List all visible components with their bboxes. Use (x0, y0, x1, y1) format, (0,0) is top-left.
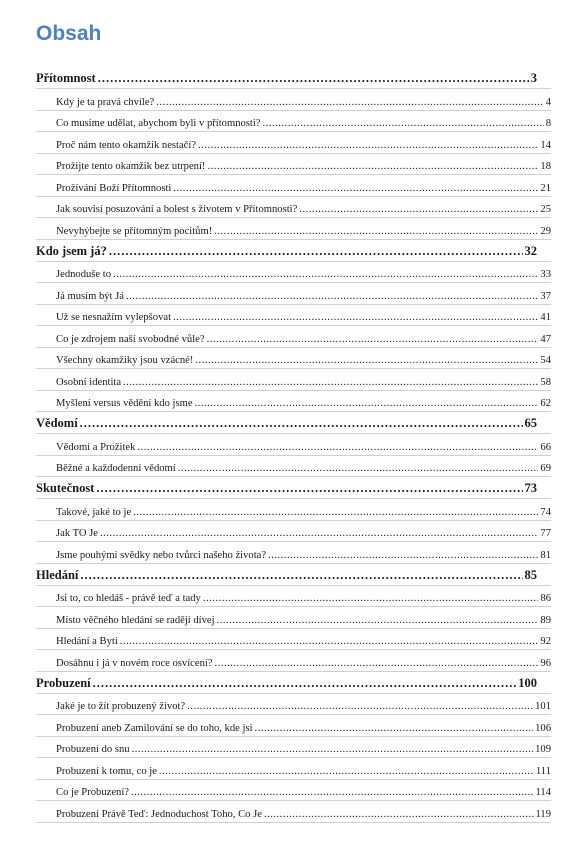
toc-entry-title: Osobní identita (56, 376, 122, 388)
toc-entry-title: Dosáhnu i já v novém roce osvícení? (56, 657, 213, 669)
dot-leader (207, 161, 538, 174)
toc-entry[interactable] (36, 758, 551, 780)
toc-entry[interactable] (36, 348, 551, 370)
toc-entry-title: Běžné a každodenní vědomí (56, 463, 176, 474)
dot-leader (100, 528, 538, 541)
toc-entry[interactable] (36, 715, 551, 737)
dot-leader (156, 97, 543, 110)
toc-entry-title: Místo věčného hledání se raději dívej (56, 614, 215, 626)
toc-entry-page-number: 101 (535, 701, 551, 712)
toc-entry-title: Nevyhýbejte se přítomným pocitům! (56, 225, 213, 237)
toc-entry-page-number: 86 (540, 593, 551, 604)
toc-entry-page-number: 25 (540, 204, 551, 215)
toc-entry-page-number: 33 (540, 269, 551, 280)
toc-entry-title: Jsme pouhými svědky nebo tvůrci našeho života? (56, 549, 267, 561)
dot-leader (207, 334, 539, 347)
dot-leader (133, 507, 538, 520)
toc-entry-page-number: 41 (540, 312, 551, 323)
toc-entry-title: Co je Probuzení? (56, 787, 129, 798)
toc-entry-title: Prožívání Boží Přítomnosti (56, 182, 172, 194)
dot-leader (159, 766, 534, 779)
dot-leader (113, 269, 538, 282)
toc-entry[interactable] (36, 780, 551, 802)
toc-entry-page-number: 8 (545, 118, 551, 129)
toc-entry-title: Co je zdrojem naší svobodné vůle? (56, 333, 205, 345)
toc-entry-title: Jaké je to žít probuzený život? (56, 701, 186, 712)
toc-entry-page-number: 21 (540, 182, 551, 194)
dot-leader (268, 550, 538, 563)
toc-entry-title: Všechny okamžiky jsou vzácné! (56, 355, 194, 366)
dot-leader (178, 463, 539, 476)
toc-entry-page-number: 4 (545, 96, 551, 108)
toc-entry-page-number: 106 (535, 722, 551, 734)
dot-leader (203, 593, 539, 606)
toc-entry-page-number: 109 (535, 744, 551, 755)
toc-entry-page-number: 66 (540, 441, 551, 453)
toc-chapter[interactable] (36, 477, 551, 499)
toc-chapter-title: Kdo jsem já? (36, 243, 107, 258)
toc-entry[interactable] (36, 801, 551, 823)
toc-entry-page-number: 92 (540, 636, 551, 647)
toc-chapter-page-number: 65 (524, 416, 537, 430)
toc-entry[interactable] (36, 305, 551, 327)
toc-chapter-page-number: 73 (524, 481, 537, 495)
toc-entry[interactable] (36, 391, 551, 413)
dot-leader (187, 701, 533, 714)
toc-entry-title: Jak TO Je (56, 528, 98, 539)
dot-leader (217, 615, 539, 628)
toc-entry-title: Prožijte tento okamžik bez utrpení! (56, 161, 206, 172)
dot-leader (132, 744, 534, 757)
toc-entry-page-number: 69 (540, 463, 551, 474)
toc-entry-page-number: 89 (540, 614, 551, 626)
toc-entry-page-number: 37 (540, 290, 551, 302)
dot-leader (214, 226, 538, 239)
dot-leader (198, 140, 538, 153)
toc-chapter-page-number: 3 (530, 71, 537, 85)
toc-entry[interactable] (36, 586, 551, 608)
dot-leader (120, 636, 539, 649)
toc-chapter[interactable] (36, 240, 551, 262)
toc-entry-title: Jak souvisí posuzování a bolest s životem v Přítomnosti? (56, 204, 298, 215)
toc-entry-page-number: 29 (540, 225, 551, 237)
dot-leader (126, 291, 538, 304)
toc-entry[interactable] (36, 499, 551, 521)
toc-chapter-title: Hledání (36, 567, 79, 582)
toc-chapter[interactable] (36, 672, 551, 694)
dot-leader (255, 723, 534, 736)
table-of-contents (36, 67, 551, 823)
toc-entry[interactable] (36, 607, 551, 629)
dot-leader (96, 481, 522, 498)
toc-entry[interactable] (36, 132, 551, 154)
toc-entry[interactable] (36, 369, 551, 391)
toc-entry[interactable] (36, 456, 551, 478)
toc-entry[interactable] (36, 111, 551, 133)
toc-entry-title: Probuzení aneb Zamilování se do toho, kde jsi (56, 722, 253, 734)
toc-chapter-page-number: 100 (518, 675, 537, 690)
toc-entry-title: Co musíme udělat, abychom byli v přítomnosti? (56, 118, 261, 129)
toc-entry[interactable] (36, 737, 551, 759)
toc-entry[interactable] (36, 629, 551, 651)
toc-entry-page-number: 114 (535, 787, 551, 798)
toc-entry[interactable] (36, 218, 551, 240)
page-title: Obsah (36, 22, 102, 45)
dot-leader (93, 676, 517, 693)
toc-chapter-title: Skutečnost (36, 481, 95, 495)
dot-leader (215, 658, 539, 671)
dot-leader (109, 244, 523, 261)
toc-entry-title: Já musím být Já (56, 290, 124, 302)
toc-entry[interactable] (36, 542, 551, 564)
toc-entry-title: Jsi to, co hledáš - právě teď a tady (56, 593, 201, 604)
dot-leader (195, 355, 538, 368)
toc-entry-title: Takové, jaké to je (56, 506, 132, 518)
dot-leader (123, 377, 538, 390)
toc-entry[interactable] (36, 434, 551, 456)
toc-entry-title: Probuzení do snu (56, 744, 130, 755)
toc-chapter-title: Přítomnost (36, 71, 96, 85)
toc-entry-page-number: 14 (540, 139, 551, 151)
dot-leader (195, 398, 539, 411)
toc-entry-page-number: 111 (535, 765, 551, 777)
toc-entry-page-number: 18 (540, 161, 551, 172)
toc-entry[interactable] (36, 89, 551, 111)
dot-leader (263, 118, 544, 131)
toc-chapter-title: Vědomí (36, 416, 78, 430)
toc-entry-page-number: 58 (540, 376, 551, 388)
toc-entry-page-number: 96 (540, 657, 551, 669)
dot-leader (264, 809, 534, 822)
toc-chapter[interactable] (36, 412, 551, 434)
toc-entry[interactable] (36, 326, 551, 348)
toc-entry-page-number: 74 (540, 506, 551, 518)
toc-entry-title: Myšlení versus vědění kdo jsme (56, 398, 193, 409)
toc-entry-title: Vědomí a Prožitek (56, 441, 136, 453)
toc-entry[interactable] (36, 694, 551, 716)
toc-entry[interactable] (36, 175, 551, 197)
toc-entry-page-number: 47 (540, 333, 551, 345)
toc-chapter-page-number: 85 (524, 567, 537, 582)
toc-chapter[interactable] (36, 67, 551, 89)
toc-entry-title: Kdy je ta pravá chvíle? (56, 96, 155, 108)
toc-entry-title: Už se nesnažím vylepšovat (56, 312, 172, 323)
toc-entry-page-number: 77 (540, 528, 551, 539)
dot-leader (80, 416, 523, 433)
toc-entry-title: Jednoduše to (56, 269, 112, 280)
toc-entry-title: Probuzení Právě Teď: Jednoduchost Toho, Co Je (56, 808, 262, 820)
toc-entry-page-number: 81 (540, 549, 551, 561)
dot-leader (80, 568, 522, 585)
dot-leader (98, 71, 529, 88)
dot-leader (173, 183, 538, 196)
toc-entry[interactable] (36, 154, 551, 176)
toc-entry-title: Hledání a Bytí (56, 636, 118, 647)
toc-entry[interactable] (36, 262, 551, 284)
toc-entry[interactable] (36, 650, 551, 672)
dot-leader (173, 312, 538, 325)
toc-entry-page-number: 119 (535, 808, 551, 820)
dot-leader (137, 442, 538, 455)
toc-entry[interactable] (36, 283, 551, 305)
toc-chapter-title: Probuzení (36, 675, 91, 690)
toc-chapter[interactable] (36, 564, 551, 586)
toc-entry-page-number: 62 (540, 398, 551, 409)
toc-chapter-page-number: 32 (524, 243, 537, 258)
dot-leader (131, 787, 534, 800)
toc-entry[interactable] (36, 197, 551, 219)
toc-entry-title: Probuzení k tomu, co je (56, 765, 157, 777)
toc-entry-page-number: 54 (540, 355, 551, 366)
dot-leader (299, 204, 538, 217)
toc-entry[interactable] (36, 521, 551, 543)
toc-entry-title: Proč nám tento okamžik nestačí? (56, 139, 197, 151)
